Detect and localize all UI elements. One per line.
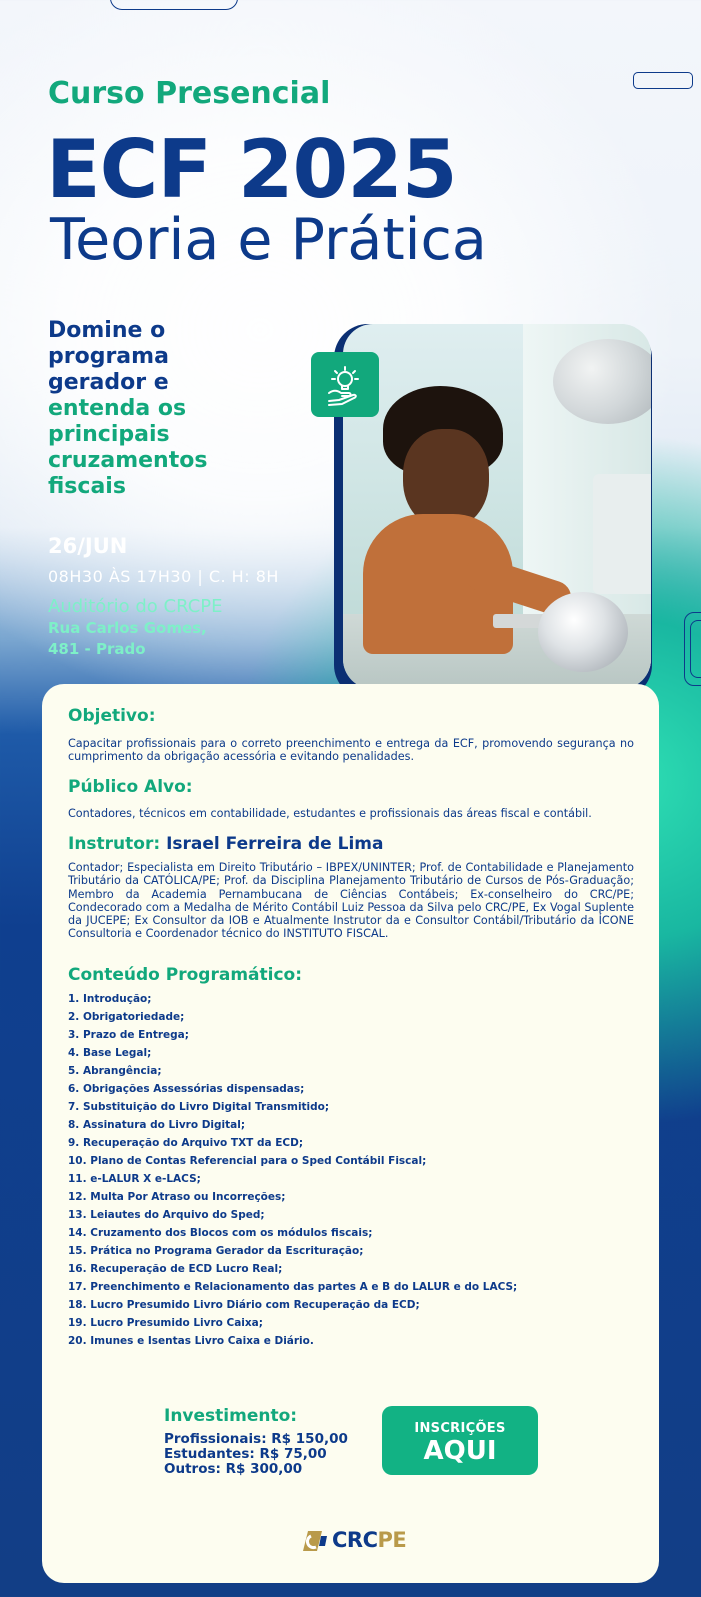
headline-line: cruzamentos [48,448,208,473]
list-item: 2. Obrigatoriedade; [68,1011,185,1023]
list-item: 3. Prazo de Entrega; [68,1029,189,1041]
objective-title: Objetivo: [68,706,156,726]
instructor-name: Israel Ferreira de Lima [166,834,384,854]
course-info-card [42,684,659,1583]
list-item: 13. Leiautes do Arquivo do Sped; [68,1209,265,1221]
headline-line: principais [48,422,170,447]
list-item: 16. Recuperação de ECD Lucro Real; [68,1263,283,1275]
headline [48,318,288,500]
price-professionals: Profissionais: R$ 150,00 [164,1431,348,1447]
register-button-emphasis: AQUI [423,1436,497,1466]
list-item: 6. Obrigações Assessórias dispensadas; [68,1083,305,1095]
list-item: 12. Multa Por Atraso ou Incorreções; [68,1191,286,1203]
course-title: ECF 2025 [46,123,457,216]
course-subtitle: Teoria e Prática [50,207,487,273]
logo-text-pe: PE [377,1528,407,1552]
list-item: 7. Substituição do Livro Digital Transmitido; [68,1101,330,1113]
list-item: 9. Recuperação do Arquivo TXT da ECD; [68,1137,304,1149]
list-item: 1. Introdução; [68,993,152,1005]
list-item: 17. Preenchimento e Relacionamento das partes A e B do LALUR e do LACS; [68,1281,518,1293]
idea-hand-icon [311,352,379,417]
investment-title: Investimento: [164,1406,298,1426]
address-line: Rua Carlos Gomes, [48,619,207,637]
event-date: 26/JUN [48,534,128,558]
crcpe-logo [300,1527,406,1553]
list-item: 10. Plano de Contas Referencial para o Sped Contábil Fiscal; [68,1155,427,1167]
event-address [48,618,207,660]
decorative-frame-right-inner [690,620,701,678]
headline-line: programa [48,344,169,369]
headline-line: entenda os [48,396,187,421]
event-time: 08H30 ÀS 17H30 | C. H: 8H [48,567,279,586]
register-button-label: INSCRIÇÕES [414,1421,506,1436]
price-others: Outros: R$ 300,00 [164,1461,303,1477]
instructor-label: Instrutor: [68,834,161,854]
list-item: 20. Imunes e Isentas Livro Caixa e Diário. [68,1335,314,1347]
price-students: Estudantes: R$ 75,00 [164,1446,327,1462]
list-item: 8. Assinatura do Livro Digital; [68,1119,246,1131]
crcpe-logo-mark-icon [300,1527,328,1553]
decorative-pill-right [633,72,693,89]
list-item: 11. e-LALUR X e-LACS; [68,1173,201,1185]
register-button[interactable] [382,1406,538,1475]
list-item: 18. Lucro Presumido Livro Diário com Recuperação da ECD; [68,1299,420,1311]
program-list [68,990,517,1350]
list-item: 14. Cruzamento dos Blocos com os módulos fiscais; [68,1227,373,1239]
list-item: 4. Base Legal; [68,1047,152,1059]
address-line: 481 - Prado [48,640,146,658]
audience-title: Público Alvo: [68,777,193,797]
hero-photo [343,324,651,689]
list-item: 15. Prática no Programa Gerador da Escrituração; [68,1245,364,1257]
headline-line: fiscais [48,474,126,499]
headline-line: gerador e [48,370,169,395]
course-type-label: Curso Presencial [48,76,331,111]
instructor-bio: Contador; Especialista em Direito Tributário – IBPEX/UNINTER; Prof. de Contabilidade e Planejamento Tributário da CATÓLICA/PE; Prof. da Disciplina Planejamento Tributário de Cursos de Pós-Graduação; Membro da Academia Pernambucana de Ciências Contábeis; Ex-conselheiro do CRC/PE; Condecorado com a Medalha de Mérito Contábil Luiz Pessoa da Silva pelo CRC/PE, Ex Vogal Suplente da JUCEPE; Ex Consultor da IOB e Atualmente Instrutor da e Consultor Contábil/Tributário da ÍCONE Consultoria e Coordenador técnico do INSTITUTO FISCAL. [68,861,634,941]
instructor-heading [68,834,383,854]
list-item: 5. Abrangência; [68,1065,162,1077]
event-venue: Auditório do CRCPE [48,596,223,617]
audience-text: Contadores, técnicos em contabilidade, estudantes e profissionais das áreas fiscal e contábil. [68,807,592,820]
logo-text-crc: CRC [332,1528,378,1552]
program-title: Conteúdo Programático: [68,965,303,985]
objective-text: Capacitar profissionais para o correto preenchimento e entrega da ECF, promovendo segurança no cumprimento da obrigação acessória e evitando penalidades. [68,737,634,764]
decorative-pill-top [110,0,238,10]
headline-line: Domine o [48,318,166,343]
list-item: 19. Lucro Presumido Livro Caixa; [68,1317,263,1329]
